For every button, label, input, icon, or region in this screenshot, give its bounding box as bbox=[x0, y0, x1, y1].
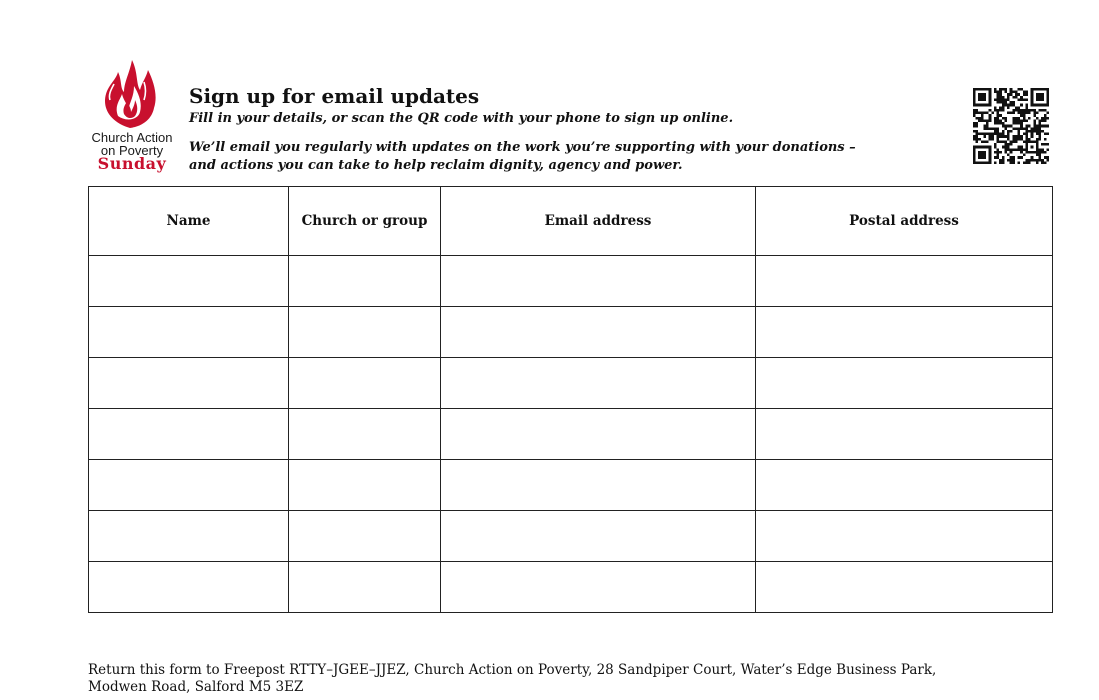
column-header-email: Email address bbox=[441, 187, 756, 256]
qr-code-icon[interactable] bbox=[973, 88, 1049, 164]
postal-cell[interactable] bbox=[756, 307, 1053, 358]
return-address bbox=[88, 662, 936, 696]
postal-cell[interactable] bbox=[756, 511, 1053, 562]
return-address-line1: Return this form to Freepost RTTY–JGEE–JJEZ, Church Action on Poverty, 28 Sandpiper Court, Water’s Edge Business Park, bbox=[88, 662, 937, 678]
form-title: Sign up for email updates bbox=[189, 84, 480, 108]
church-cell[interactable] bbox=[289, 307, 441, 358]
email-cell[interactable] bbox=[441, 256, 756, 307]
form-description bbox=[189, 139, 856, 175]
postal-cell[interactable] bbox=[756, 409, 1053, 460]
column-header-postal: Postal address bbox=[756, 187, 1053, 256]
postal-cell[interactable] bbox=[756, 562, 1053, 613]
column-header-name: Name bbox=[89, 187, 289, 256]
table-row bbox=[89, 460, 1053, 511]
email-cell[interactable] bbox=[441, 460, 756, 511]
flame-icon bbox=[96, 56, 164, 130]
table-row bbox=[89, 358, 1053, 409]
church-cell[interactable] bbox=[289, 460, 441, 511]
name-cell[interactable] bbox=[89, 562, 289, 613]
name-cell[interactable] bbox=[89, 511, 289, 562]
form-description-line2: and actions you can take to help reclaim dignity, agency and power. bbox=[189, 158, 683, 173]
church-cell[interactable] bbox=[289, 256, 441, 307]
name-cell[interactable] bbox=[89, 256, 289, 307]
logo-text-line1: Church Action bbox=[91, 130, 173, 145]
table-row bbox=[89, 511, 1053, 562]
email-cell[interactable] bbox=[441, 409, 756, 460]
form-description-line1: We’ll email you regularly with updates on the work you’re supporting with your donations – bbox=[189, 140, 856, 155]
postal-cell[interactable] bbox=[756, 358, 1053, 409]
table-row bbox=[89, 256, 1053, 307]
email-cell[interactable] bbox=[441, 307, 756, 358]
name-cell[interactable] bbox=[89, 460, 289, 511]
table-row bbox=[89, 307, 1053, 358]
table-row bbox=[89, 409, 1053, 460]
church-cell[interactable] bbox=[289, 562, 441, 613]
church-cell[interactable] bbox=[289, 511, 441, 562]
email-cell[interactable] bbox=[441, 562, 756, 613]
church-cell[interactable] bbox=[289, 409, 441, 460]
organisation-logo bbox=[86, 56, 178, 176]
email-cell[interactable] bbox=[441, 511, 756, 562]
table-header-row bbox=[89, 187, 1053, 256]
church-cell[interactable] bbox=[289, 358, 441, 409]
name-cell[interactable] bbox=[89, 358, 289, 409]
name-cell[interactable] bbox=[89, 409, 289, 460]
logo-text-line2: on Poverty bbox=[100, 143, 164, 158]
logo-text-sunday: Sunday bbox=[97, 154, 167, 173]
column-header-church: Church or group bbox=[289, 187, 441, 256]
signup-table bbox=[88, 186, 1053, 613]
postal-cell[interactable] bbox=[756, 460, 1053, 511]
postal-cell[interactable] bbox=[756, 256, 1053, 307]
name-cell[interactable] bbox=[89, 307, 289, 358]
email-cell[interactable] bbox=[441, 358, 756, 409]
table-row bbox=[89, 562, 1053, 613]
return-address-line2: Modwen Road, Salford M5 3EZ bbox=[88, 679, 304, 695]
form-subtitle: Fill in your details, or scan the QR code with your phone to sign up online. bbox=[189, 111, 734, 126]
